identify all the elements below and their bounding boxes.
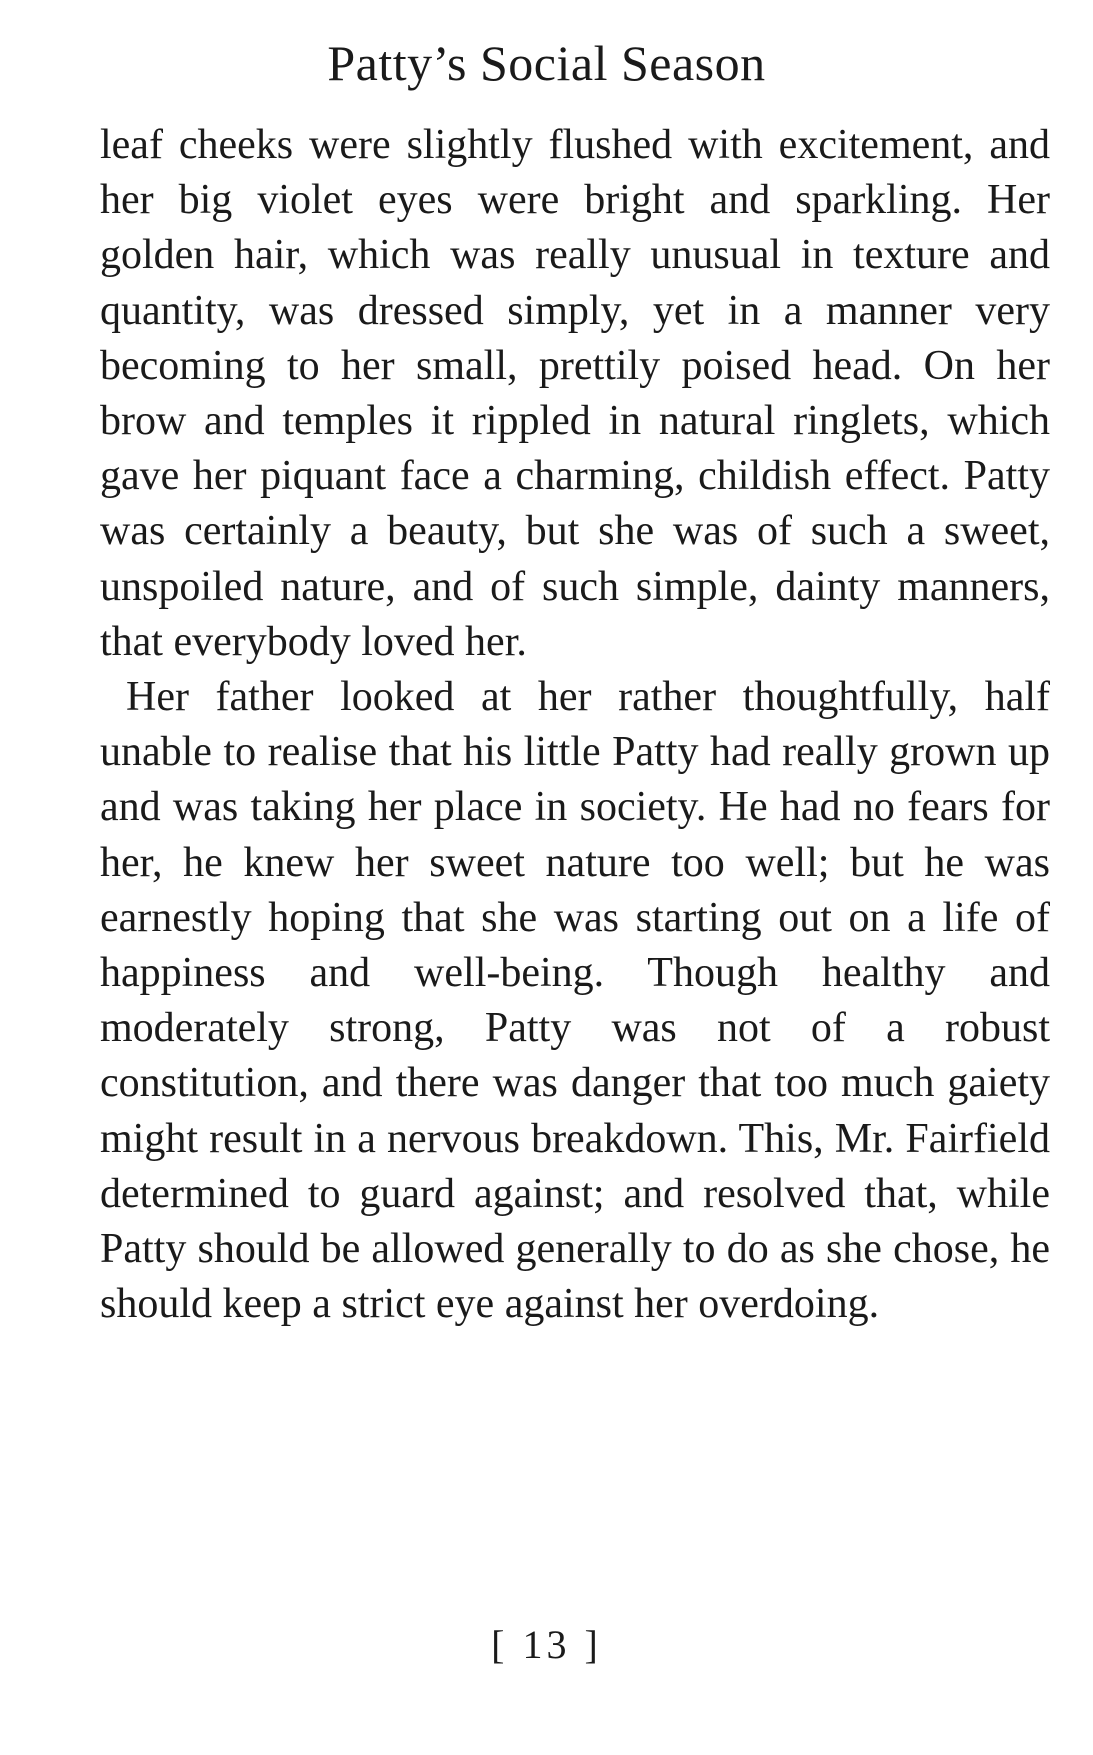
paragraph-2: Her father looked at her rather thoughtfully, half unable to realise that his little Patty had really grown up and was taking her place in society. He had no fears for her, he knew her sweet nature too well; but he was earnestly hoping that she was starting out on a life of happiness and well-being. Though healthy and moderately strong, Patty was not of a robust constitution, and there was danger that too much gaiety might result in a nervous breakdown. This, Mr. Fairfield determined to guard against; and resolved that, while Patty should be allowed generally to do as she chose, he should keep a strict eye against her overdoing. (100, 674, 1050, 1328)
page-number: [ 13 ] (491, 1622, 602, 1667)
paragraph-1: leaf cheeks were slightly flushed with excitement, and her big violet eyes were bright and sparkling. Her golden hair, which was really unusual in texture and quantity, was dressed simply, yet in a manner very becoming to her small, prettily poised head. On her brow and temples it rippled in natural ringlets, which gave her piquant face a charming, childish effect. Patty was certainly a beauty, but she was of such a sweet, unspoiled nature, and of such simple, dainty manners, that everybody loved her. (100, 122, 1050, 665)
running-head: Patty’s Social Season (327, 35, 766, 91)
body-text (100, 118, 1050, 1332)
